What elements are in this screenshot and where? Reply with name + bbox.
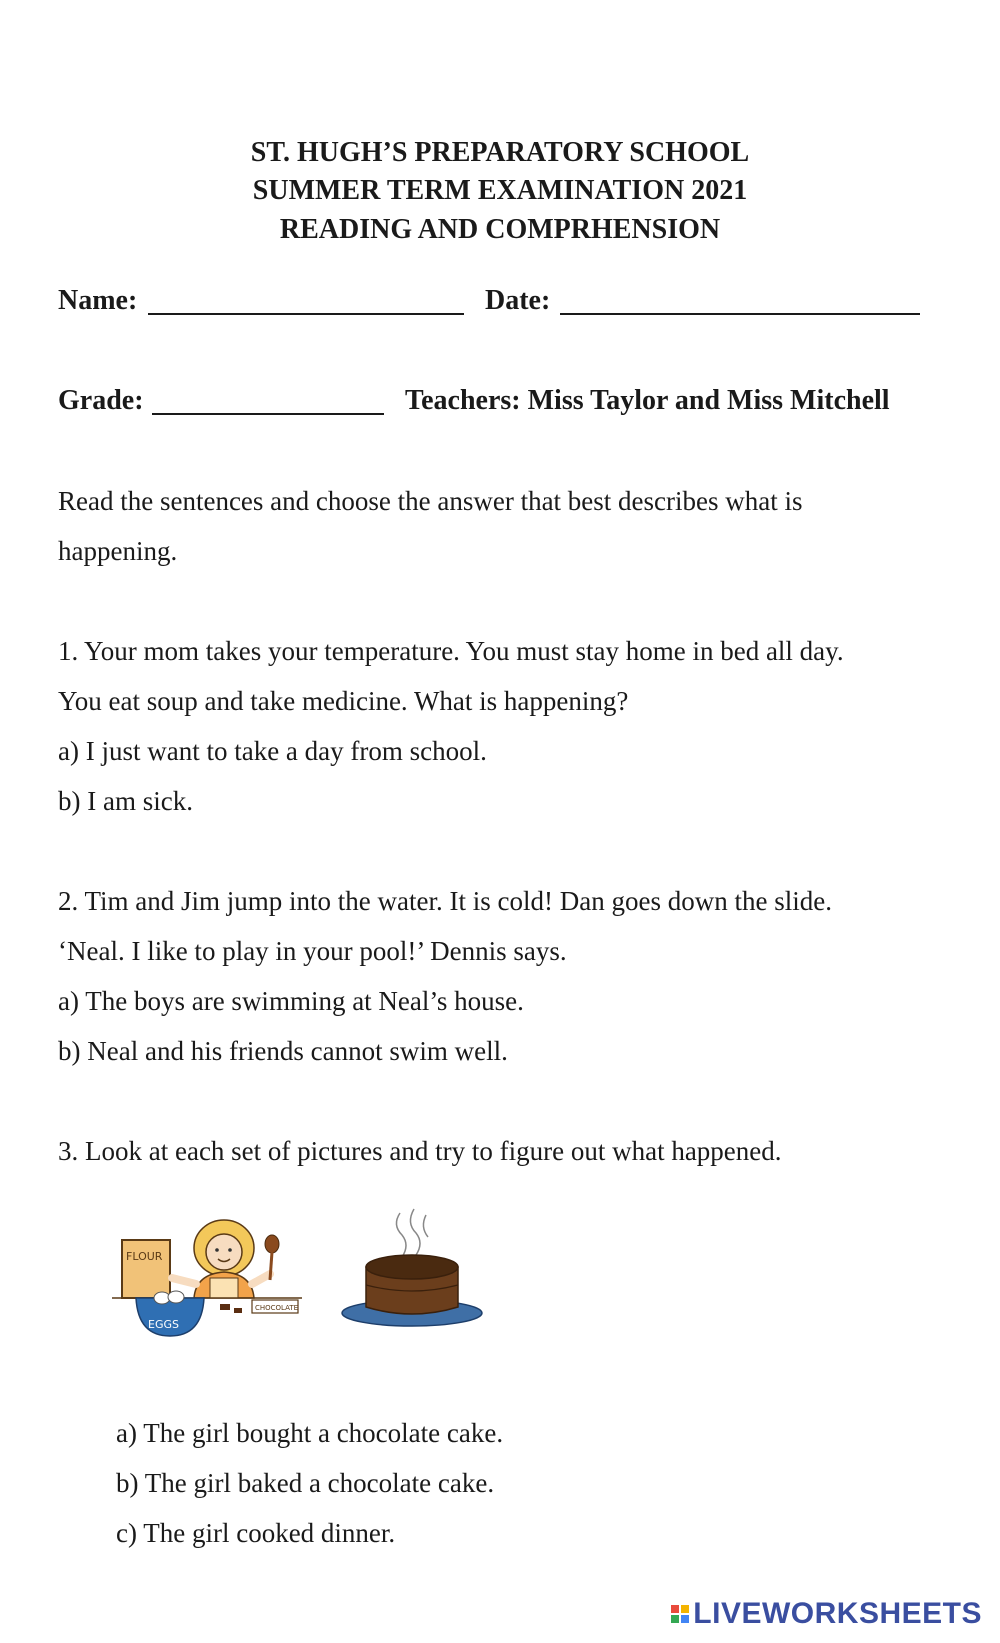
flour-box: [122, 1240, 170, 1298]
subject-title: READING AND COMPRHENSION: [279, 214, 721, 245]
teachers-label: Teachers: Miss Taylor and Miss Mitchell: [405, 385, 890, 416]
date-label: Date:: [485, 285, 551, 316]
flour-label: FLOUR: [126, 1250, 163, 1263]
school-name: ST. HUGH’S PREPARATORY SCHOOL: [250, 137, 750, 168]
question-3-option-c[interactable]: c) The girl cooked dinner.: [116, 1518, 396, 1548]
question-1-line-1: 1. Your mom takes your temperature. You must stay home in bed all day.: [58, 636, 844, 666]
question-3-option-b[interactable]: b) The girl baked a chocolate cake.: [116, 1468, 495, 1498]
question-3-option-a[interactable]: a) The girl bought a chocolate cake.: [116, 1418, 504, 1448]
eggs-label: EGGS: [148, 1318, 179, 1331]
question-2-option-a[interactable]: a) The boys are swimming at Neal’s house.: [58, 986, 524, 1016]
question-3-line-1: 3. Look at each set of pictures and try to figure out what happened.: [58, 1136, 782, 1166]
baking-girl-illustration: [112, 1218, 312, 1358]
question-2-line-2: ‘Neal. I like to play in your pool!’ Dennis says.: [58, 936, 567, 966]
name-field[interactable]: [148, 313, 464, 315]
question-1-option-b[interactable]: b) I am sick.: [58, 786, 193, 816]
liveworksheets-logo[interactable]: [671, 1597, 982, 1631]
chocolate-cake-illustration: [340, 1205, 490, 1335]
question-2-option-b[interactable]: b) Neal and his friends cannot swim well.: [58, 1036, 508, 1066]
grade-field[interactable]: [152, 413, 384, 415]
exam-title: SUMMER TERM EXAMINATION 2021: [252, 175, 748, 206]
grade-label: Grade:: [58, 385, 144, 416]
name-label: Name:: [58, 285, 138, 316]
instructions-line-2: happening.: [58, 536, 178, 566]
logo-text: LIVEWORKSHEETS: [693, 1597, 982, 1630]
question-1-line-2: You eat soup and take medicine. What is happening?: [58, 686, 629, 716]
question-1-option-a[interactable]: a) I just want to take a day from school.: [58, 736, 487, 766]
question-2-line-1: 2. Tim and Jim jump into the water. It is cold! Dan goes down the slide.: [58, 886, 832, 916]
chocolate-label: CHOCOLATE: [255, 1304, 299, 1312]
logo-grid-icon: [671, 1605, 689, 1623]
instructions-line-1: Read the sentences and choose the answer that best describes what is: [58, 486, 803, 516]
date-field[interactable]: [560, 313, 920, 315]
